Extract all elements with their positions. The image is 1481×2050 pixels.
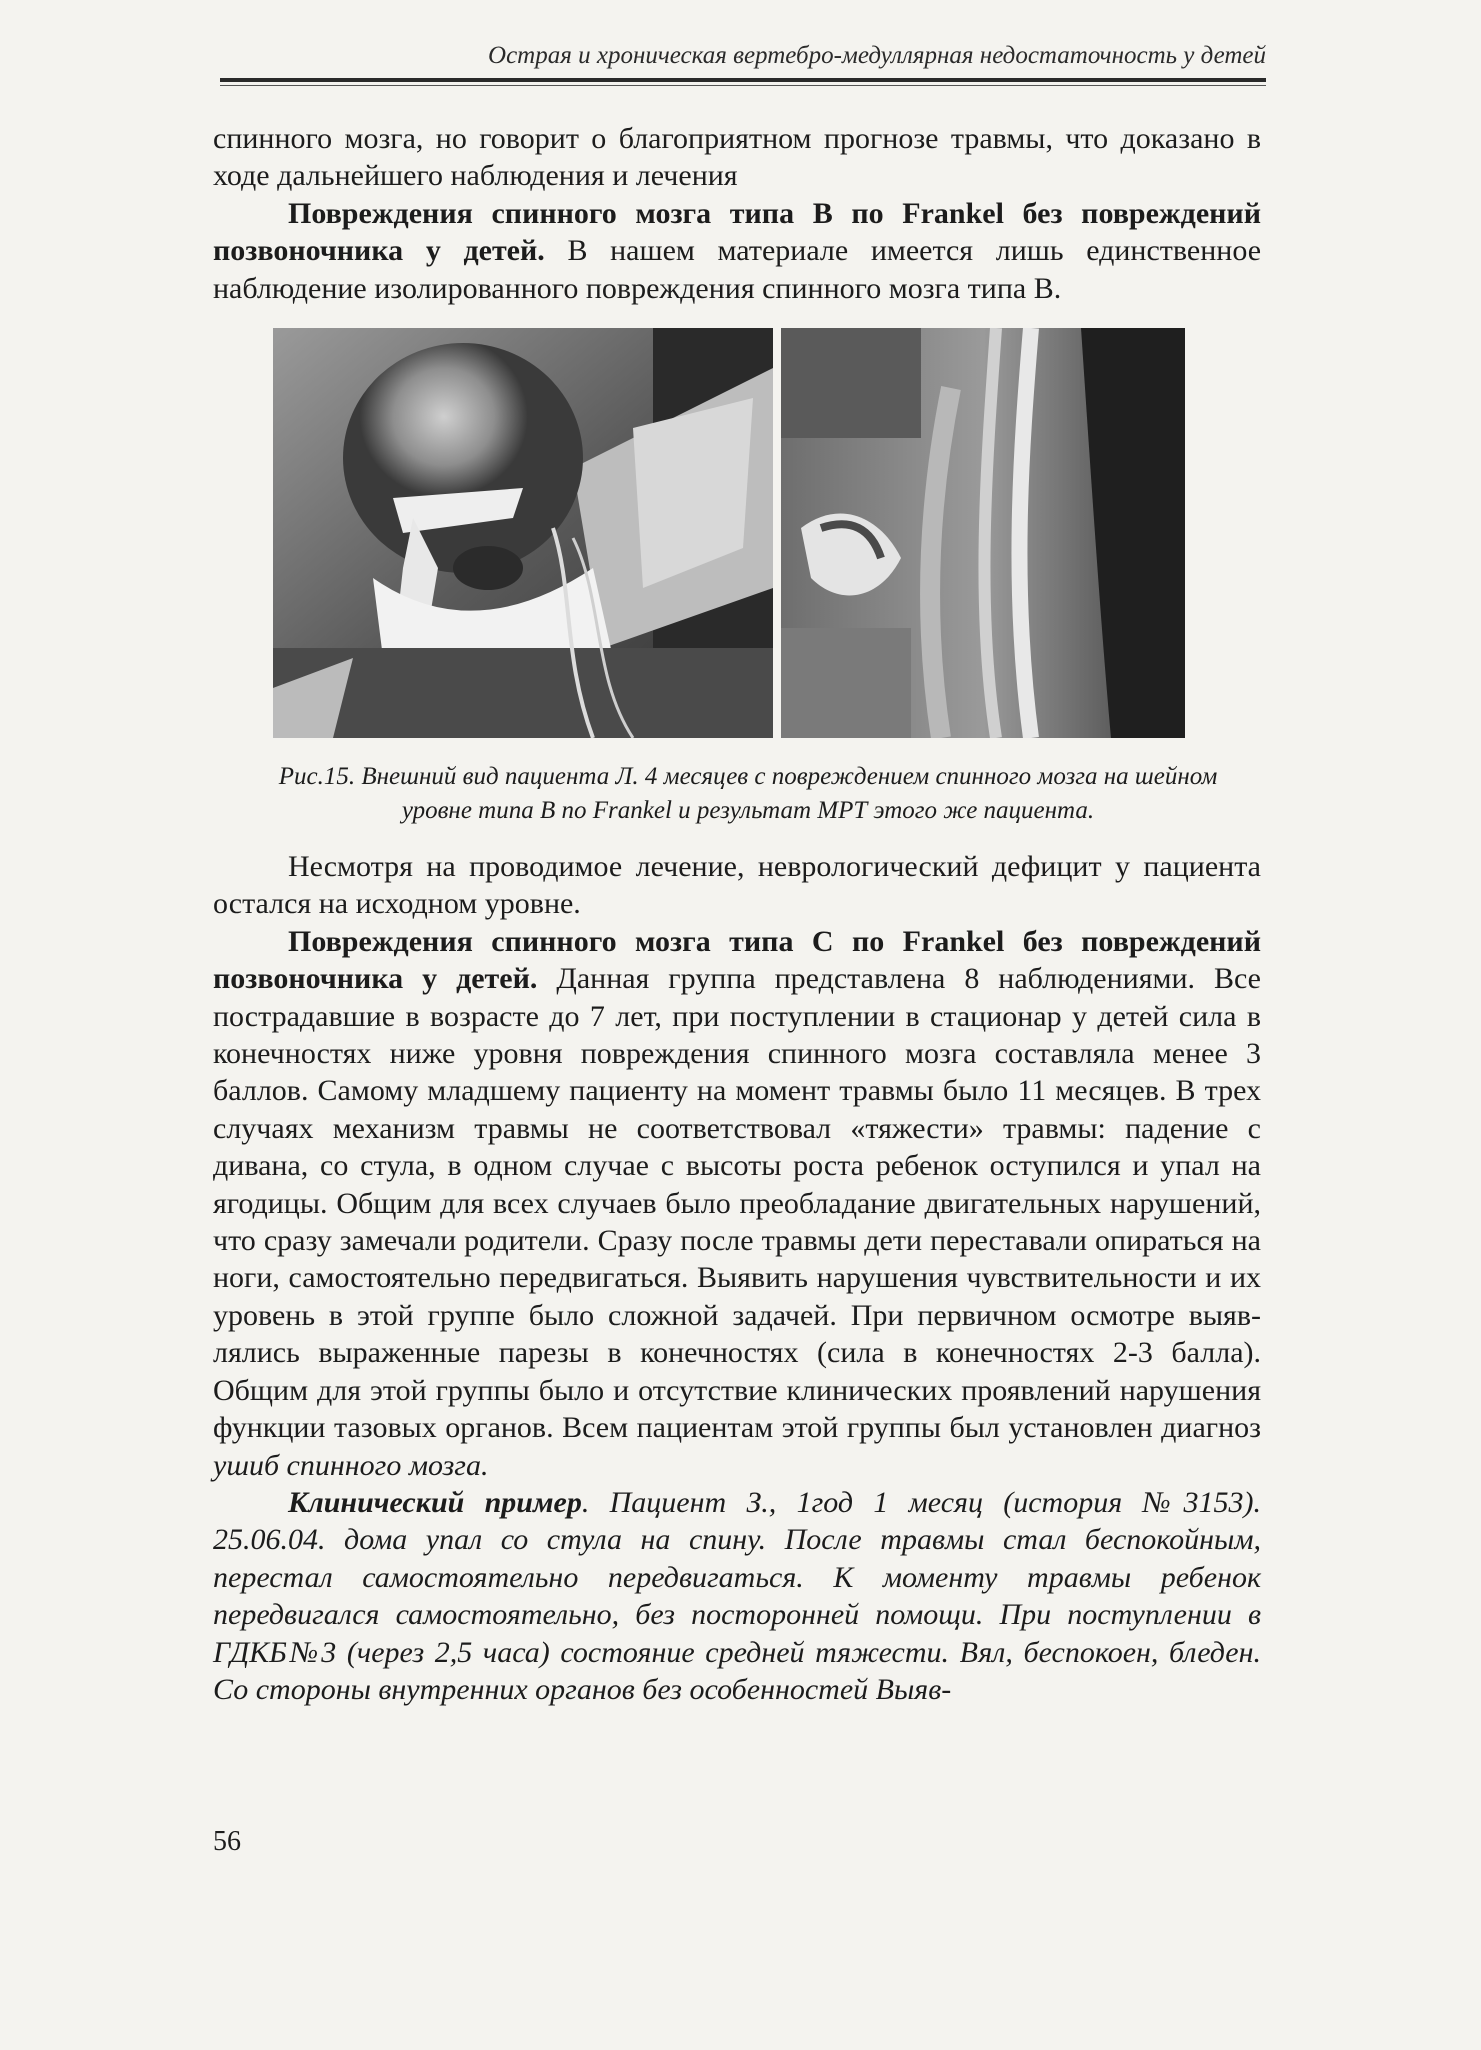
header-rule <box>220 78 1266 82</box>
intro-paragraph: спинного мозга, но говорит о благоприятном прогнозе травмы, что доказано в ходе дальнейшего наблюдения и лечения <box>213 122 1261 193</box>
clinical-example-text: . Пациент З., 1год 1 месяц (история №3153). 25.06.04. дома упал со стула на спину. После травмы стал беспокойным, перестал самостоятельно передвигаться. К моменту травмы ребенок передвигался самостоятельно, без посторонней помощи. При поступлении в ГДКБ№3 (через 2,5 часа) состояние средней тяжести. Вял, беспокоен, бледен. Со стороны внутренних органов без особенностей Выяв- <box>213 1485 1261 1706</box>
mri-scan-image <box>781 328 1185 738</box>
figure-15 <box>273 328 1185 738</box>
mri-scan <box>781 328 1185 738</box>
patient-photo <box>273 328 773 738</box>
running-head: Острая и хроническая вертебро-медуллярная недостаточность у детей <box>488 42 1266 69</box>
section-b-text: В нашем материале имеется лишь единственное наблюдение изолированного повреждения спинного мозга типа B. <box>213 234 1262 305</box>
figure-caption: Рис.15. Внешний вид пациента Л. 4 месяцев с повреждением спинного мозга на шейном уровне типа B по Frankel и результат МРТ этого же пациента. <box>278 763 1218 824</box>
section-c-diagnosis: ушиб спинного мозга. <box>213 1448 489 1482</box>
after-figure-paragraph: Несмотря на проводимое лечение, неврологический дефицит у пациента остался на исходном уровне. <box>213 850 1261 921</box>
patient-photo-image <box>273 328 773 738</box>
section-c-paragraph <box>213 923 1261 1484</box>
text-block-bottom <box>213 848 1261 1708</box>
text-block-top <box>213 120 1261 307</box>
clinical-example-paragraph <box>213 1484 1261 1708</box>
page-number: 56 <box>213 1826 241 1857</box>
section-c-text: Данная группа представлена 8 наблюдениями. Все пострадавшие в возрасте до 7 лет, при поступлении в стационар у детей сила в конечностях ниже уровня повреждения спинного мозга составляла менее 3 баллов. Самому младшему пациенту на момент травмы было 11 месяцев. В трех случаях механизм травмы не соответствовал «тяжести» травмы: падение с дивана, со стула, в одном случае с высоты роста ребенок оступился и упал на ягодицы. Общим для всех случаев было преобладание двигательных нарушений, что сразу замечали родители. Сразу после травмы дети переставали опираться на ноги, самостоятельно передвигаться. Выявить нарушения чувствительности и их уровень в этой группе было сложной задачей. При первичном осмотре выявлялись выраженные парезы в конечностях (сила в конечностях 2-3 балла). Общим для этой группы было и отсутствие клинических проявлений нарушения функции тазовых органов. Всем пациентам этой группы был установлен диагноз <box>213 962 1262 1445</box>
clinical-example-label: Клинический пример <box>288 1485 582 1519</box>
section-b-paragraph <box>213 195 1261 307</box>
section-b-heading: Повреждения спинного мозга типа B по Frankel без повреждений позвоночника у детей. <box>213 196 1261 268</box>
section-c-heading: Повреждения спинного мозга типа C по Frankel без повреждений позвоночника у детей. <box>213 924 1261 996</box>
